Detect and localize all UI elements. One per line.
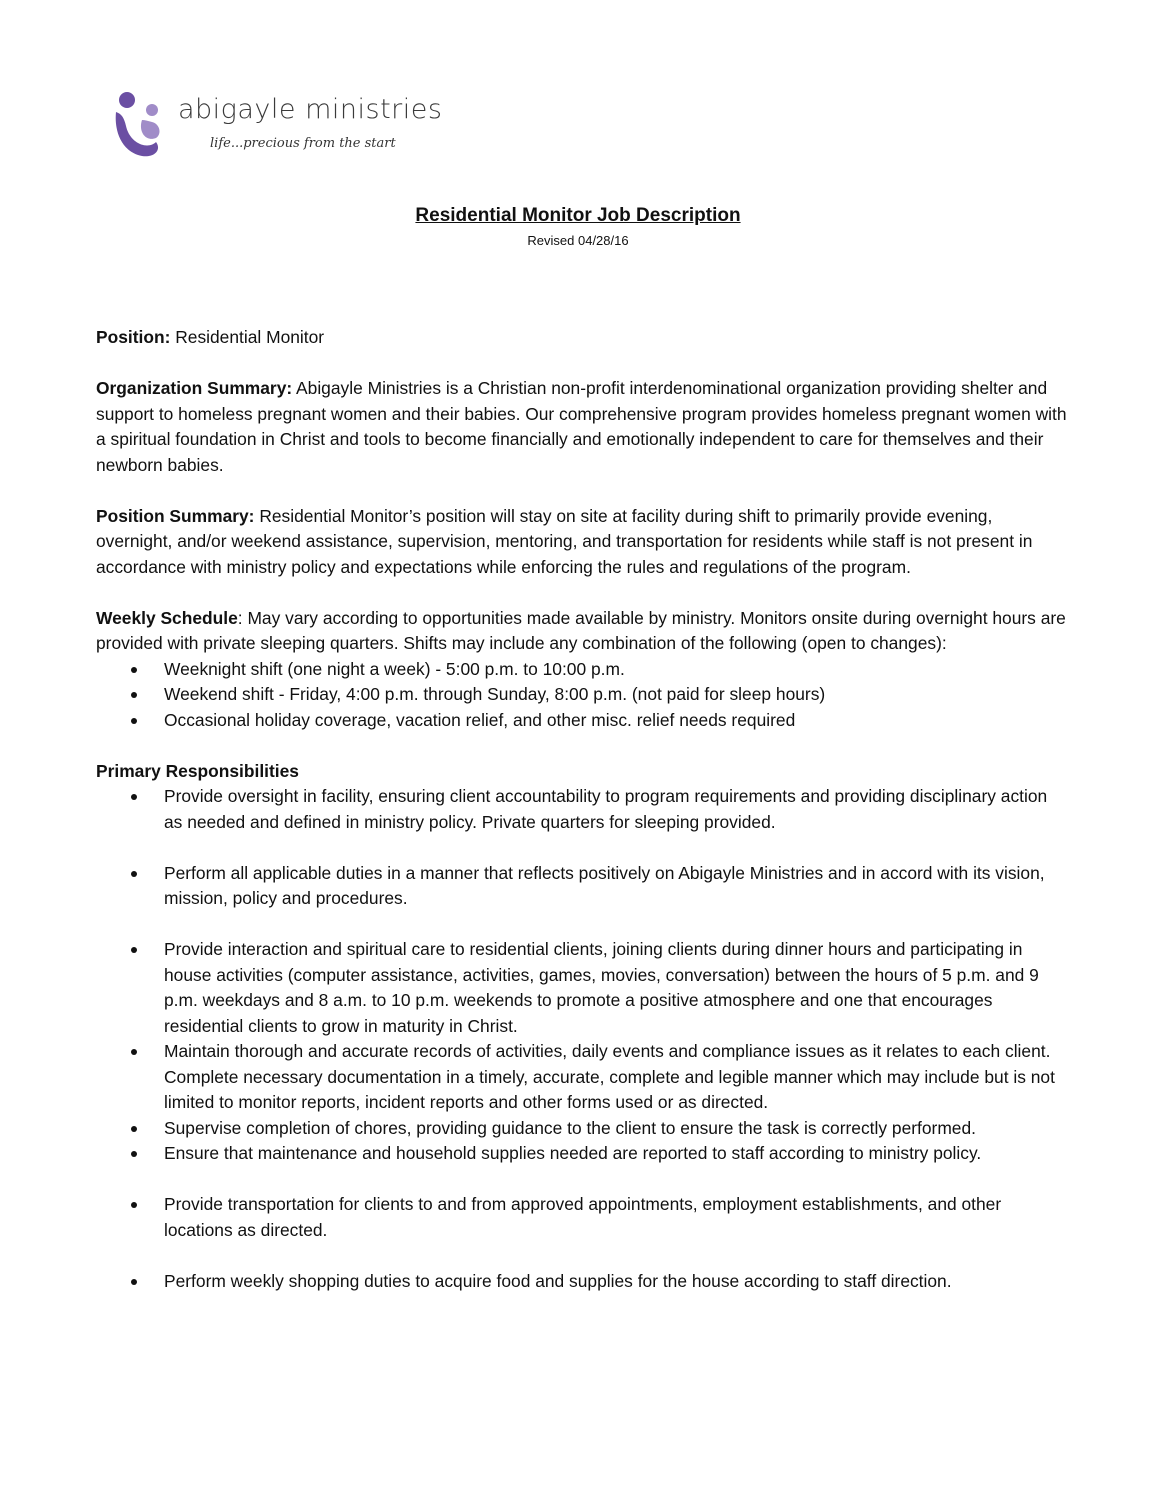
revision-date: Revised 04/28/16 (527, 233, 629, 248)
position-label: Position: (96, 327, 171, 347)
organization-summary-paragraph (96, 376, 1068, 478)
list-item: Provide transportation for clients to and from approved appointments, employment establishments, and other locations as directed. (96, 1192, 1068, 1243)
weekly-schedule-label: Weekly Schedule (96, 607, 238, 628)
list-item: Provide oversight in facility, ensuring client accountability to program requirements and providing disciplinary action as needed and defined in ministry policy. Private quarters for sleeping provided. (96, 784, 1068, 835)
organization-summary-label: Organization Summary: (96, 378, 293, 398)
organization-logo (112, 90, 442, 162)
list-item: Weekend shift - Friday, 4:00 p.m. through Sunday, 8:00 p.m. (not paid for sleep hours) (96, 682, 1068, 708)
list-item: Perform all applicable duties in a manner that reflects positively on Abigayle Ministries and in accord with its vision, mission, policy and procedures. (96, 861, 1068, 912)
position-paragraph (96, 325, 1068, 351)
list-item: Ensure that maintenance and household supplies needed are reported to staff according to ministry policy. (96, 1141, 1068, 1167)
list-item: Maintain thorough and accurate records of activities, daily events and compliance issues as it relates to each client. Complete necessary documentation in a timely, accurate, complete and legible manner which may include but is not limited to monitor reports, incident reports and other forms used or as directed. (96, 1039, 1068, 1116)
schedule-list (96, 657, 1068, 734)
weekly-schedule-paragraph (96, 606, 1068, 657)
organization-summary-text: Abigayle Ministries is a Christian non-profit interdenominational organization providing shelter and support to homeless pregnant women and their babies. Our comprehensive program provides homeless pregnant women with a spiritual foundation in Christ and tools to become financially and emotionally independent to care for themselves and their newborn babies. (96, 378, 1067, 475)
logo-tagline: life...precious from the start (210, 136, 396, 151)
list-item: Supervise completion of chores, providing guidance to the client to ensure the task is correctly performed. (96, 1116, 1068, 1142)
document-title: Residential Monitor Job Description (415, 205, 741, 226)
list-item: Provide interaction and spiritual care to residential clients, joining clients during dinner hours and participating in house activities (computer assistance, activities, games, movies, conversation) between the hours of 5 p.m. and 9 p.m. weekdays and 8 a.m. to 10 p.m. weekends to promote a positive atmosphere and one that encourages residential clients to grow in maturity in Christ. (96, 937, 1068, 1039)
logo-mark-icon (112, 90, 172, 160)
list-item: Weeknight shift (one night a week) - 5:00 p.m. to 10:00 p.m. (96, 657, 1068, 683)
position-summary-paragraph (96, 504, 1068, 581)
list-item: Perform weekly shopping duties to acquire food and supplies for the house according to staff direction. (96, 1269, 1068, 1295)
logo-name: abigayle ministries (178, 94, 443, 125)
position-text: Residential Monitor (170, 327, 325, 347)
weekly-schedule-text: : May vary according to opportunities made available by ministry. Monitors onsite during overnight hours are provided with private sleeping quarters. Shifts may include any combination of the following (open to changes): (96, 607, 1066, 653)
responsibilities-list (96, 784, 1068, 1294)
list-item: Occasional holiday coverage, vacation relief, and other misc. relief needs required (96, 708, 1068, 734)
position-summary-label: Position Summary: (96, 505, 255, 526)
document-body (96, 325, 1068, 1294)
position-summary-text: Residential Monitor’s position will stay on site at facility during shift to primarily provide evening, overnight, and/or weekend assistance, supervision, mentoring, and transportation for residents while staff is not present in accordance with ministry policy and expectations while enforcing the rules and regulations of the program. (96, 505, 1033, 577)
responsibilities-heading: Primary Responsibilities (96, 760, 299, 781)
